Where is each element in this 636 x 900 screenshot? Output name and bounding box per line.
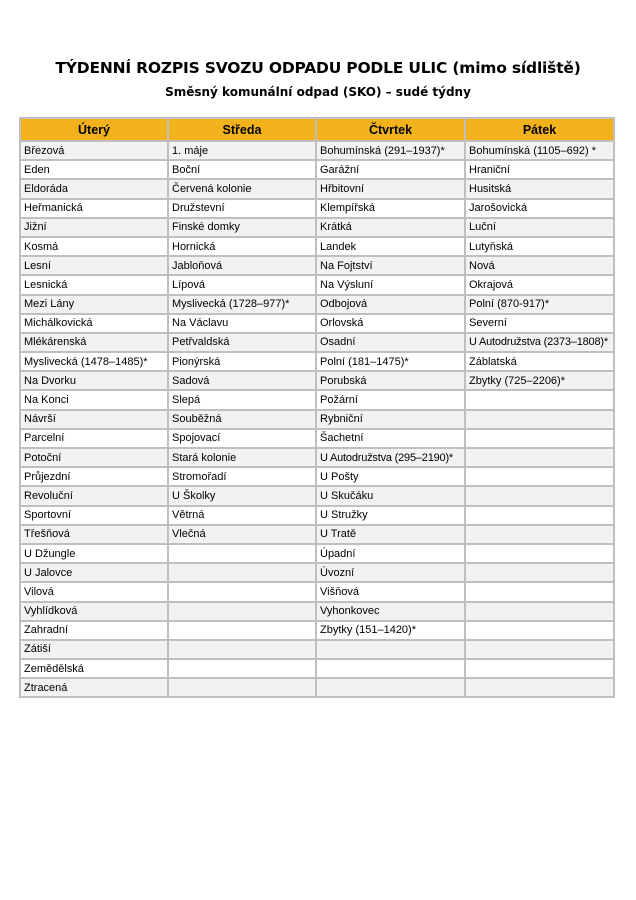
street-cell	[465, 621, 614, 640]
table-row	[20, 218, 614, 237]
street-cell: Myslivecká (1728–977)*	[168, 295, 316, 314]
street-cell: U Pošty	[316, 467, 465, 486]
page-title: TÝDENNÍ ROZPIS SVOZU ODPADU PODLE ULIC (mimo sídliště)	[55, 59, 581, 77]
street-cell: Průjezdní	[20, 467, 168, 486]
street-cell: Mlékárenská	[20, 333, 168, 352]
street-cell	[465, 563, 614, 582]
street-cell: Porubská	[316, 371, 465, 390]
street-cell	[168, 621, 316, 640]
street-cell	[168, 602, 316, 621]
street-cell: Hornická	[168, 237, 316, 256]
table-row	[20, 160, 614, 179]
street-cell	[168, 659, 316, 678]
street-cell: Jabloňová	[168, 256, 316, 275]
table-row	[20, 314, 614, 333]
street-cell: Polní (181–1475)*	[316, 352, 465, 371]
street-cell: Jarošovická	[465, 199, 614, 218]
street-cell	[465, 582, 614, 601]
table-row	[20, 506, 614, 525]
street-cell: Potoční	[20, 448, 168, 467]
street-cell: Lesnická	[20, 275, 168, 294]
street-cell: Vyhonkovec	[316, 602, 465, 621]
street-cell	[168, 563, 316, 582]
street-cell: Lutyňská	[465, 237, 614, 256]
street-cell: U Stružky	[316, 506, 465, 525]
street-cell: Lípová	[168, 275, 316, 294]
street-cell: Na Fojtství	[316, 256, 465, 275]
street-cell: Hřbitovní	[316, 179, 465, 198]
page-subtitle: Směsný komunální odpad (SKO) – sudé týdny	[165, 85, 471, 99]
street-cell: Stromořadí	[168, 467, 316, 486]
table-row	[20, 295, 614, 314]
street-cell	[465, 506, 614, 525]
street-cell	[465, 678, 614, 697]
street-cell: Polní (870-917)*	[465, 295, 614, 314]
street-cell	[316, 640, 465, 659]
street-cell: Družstevní	[168, 199, 316, 218]
street-cell: Na Dvorku	[20, 371, 168, 390]
street-cell	[465, 525, 614, 544]
street-cell: Parcelní	[20, 429, 168, 448]
street-cell	[465, 486, 614, 505]
street-cell	[168, 544, 316, 563]
table-body	[20, 141, 614, 697]
street-cell: Zbytky (151–1420)*	[316, 621, 465, 640]
street-cell: Severní	[465, 314, 614, 333]
street-cell: Na Václavu	[168, 314, 316, 333]
street-cell: Nová	[465, 256, 614, 275]
street-cell: U Skučáku	[316, 486, 465, 505]
street-cell	[316, 659, 465, 678]
street-cell: Bohumínská (1105–692) *	[465, 141, 614, 160]
street-cell: Červená kolonie	[168, 179, 316, 198]
table-row	[20, 199, 614, 218]
column-header: Čtvrtek	[316, 118, 465, 141]
street-cell: Zemědělská	[20, 659, 168, 678]
street-cell: Slepá	[168, 390, 316, 409]
street-cell: Landek	[316, 237, 465, 256]
street-cell: U Autodružstva (295–2190)*	[316, 448, 465, 467]
street-cell: Eden	[20, 160, 168, 179]
table-row	[20, 659, 614, 678]
street-cell	[465, 467, 614, 486]
column-header: Pátek	[465, 118, 614, 141]
street-cell: Stará kolonie	[168, 448, 316, 467]
street-cell: Višňová	[316, 582, 465, 601]
street-cell: U Džungle	[20, 544, 168, 563]
street-cell: Záblatská	[465, 352, 614, 371]
table-row	[20, 371, 614, 390]
table-row	[20, 237, 614, 256]
street-cell: Okrajová	[465, 275, 614, 294]
street-cell: Požární	[316, 390, 465, 409]
street-cell	[465, 659, 614, 678]
street-cell: Vyhlídková	[20, 602, 168, 621]
street-cell	[465, 544, 614, 563]
street-cell: Revoluční	[20, 486, 168, 505]
street-cell	[465, 429, 614, 448]
street-cell: Mezi Lány	[20, 295, 168, 314]
table-row	[20, 429, 614, 448]
street-cell: Odbojová	[316, 295, 465, 314]
table-row	[20, 486, 614, 505]
street-cell: Úpadní	[316, 544, 465, 563]
street-cell: Eldoráda	[20, 179, 168, 198]
street-cell: Zahradní	[20, 621, 168, 640]
street-cell: Sadová	[168, 371, 316, 390]
table-row	[20, 141, 614, 160]
street-cell: Heřmanická	[20, 199, 168, 218]
street-cell: U Autodružstva (2373–1808)*	[465, 333, 614, 352]
street-cell	[465, 640, 614, 659]
street-cell: Myslivecká (1478–1485)*	[20, 352, 168, 371]
street-cell: Větrná	[168, 506, 316, 525]
street-cell: U Tratě	[316, 525, 465, 544]
street-cell: Krátká	[316, 218, 465, 237]
street-cell: Finské domky	[168, 218, 316, 237]
street-cell: Pionýrská	[168, 352, 316, 371]
street-cell: Na Výsluní	[316, 275, 465, 294]
table-row	[20, 640, 614, 659]
street-cell: Na Konci	[20, 390, 168, 409]
table-row	[20, 256, 614, 275]
table-row	[20, 621, 614, 640]
street-cell: Sportovní	[20, 506, 168, 525]
street-cell: Jižní	[20, 218, 168, 237]
street-cell	[465, 448, 614, 467]
street-cell: Hraniční	[465, 160, 614, 179]
street-cell: Osadní	[316, 333, 465, 352]
table-row	[20, 602, 614, 621]
street-cell: U Jalovce	[20, 563, 168, 582]
street-cell: Ztracená	[20, 678, 168, 697]
street-cell: Návrší	[20, 410, 168, 429]
street-cell: Orlovská	[316, 314, 465, 333]
table-row	[20, 179, 614, 198]
street-cell	[465, 410, 614, 429]
table-row	[20, 525, 614, 544]
street-cell: 1. máje	[168, 141, 316, 160]
street-cell: Vlečná	[168, 525, 316, 544]
table-row	[20, 563, 614, 582]
street-cell	[316, 678, 465, 697]
street-cell: Vilová	[20, 582, 168, 601]
table-row	[20, 582, 614, 601]
street-cell	[465, 602, 614, 621]
street-cell	[168, 640, 316, 659]
street-cell: Úvozní	[316, 563, 465, 582]
street-cell: Garážní	[316, 160, 465, 179]
table-row	[20, 410, 614, 429]
street-cell: Lesní	[20, 256, 168, 275]
street-cell: Michálkovická	[20, 314, 168, 333]
street-cell: U Školky	[168, 486, 316, 505]
table-row	[20, 448, 614, 467]
street-cell: Spojovací	[168, 429, 316, 448]
street-cell	[168, 582, 316, 601]
street-cell: Rybniční	[316, 410, 465, 429]
table-row	[20, 352, 614, 371]
column-header: Středa	[168, 118, 316, 141]
street-cell: Souběžná	[168, 410, 316, 429]
street-cell: Luční	[465, 218, 614, 237]
table-row	[20, 390, 614, 409]
street-cell	[465, 390, 614, 409]
collection-schedule-table	[19, 117, 615, 698]
table-row	[20, 333, 614, 352]
column-header: Úterý	[20, 118, 168, 141]
street-cell: Kosmá	[20, 237, 168, 256]
table-row	[20, 275, 614, 294]
street-cell: Klempířská	[316, 199, 465, 218]
street-cell	[168, 678, 316, 697]
table-row	[20, 544, 614, 563]
street-cell: Petřvaldská	[168, 333, 316, 352]
street-cell: Bohumínská (291–1937)*	[316, 141, 465, 160]
street-cell: Husitská	[465, 179, 614, 198]
street-cell: Březová	[20, 141, 168, 160]
street-cell: Zbytky (725–2206)*	[465, 371, 614, 390]
table-row	[20, 678, 614, 697]
table-row	[20, 467, 614, 486]
street-cell: Boční	[168, 160, 316, 179]
street-cell: Šachetní	[316, 429, 465, 448]
table-header-row	[20, 118, 614, 141]
street-cell: Třešňová	[20, 525, 168, 544]
street-cell: Zátiší	[20, 640, 168, 659]
